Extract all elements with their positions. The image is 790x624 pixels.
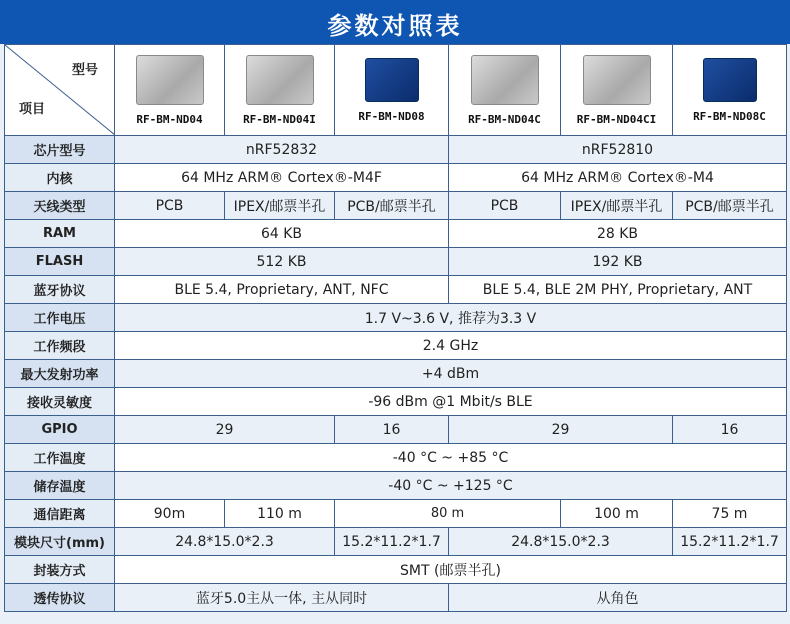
value-cell: 16 <box>673 416 787 444</box>
row-label: 内核 <box>5 164 115 192</box>
value-cell: -40 °C ~ +85 °C <box>115 444 787 472</box>
row-label: 透传协议 <box>5 584 115 612</box>
value-cell: 64 MHz ARM® Cortex®-M4 <box>449 164 787 192</box>
page-title: 参数对照表 <box>327 12 463 40</box>
row-label: 工作温度 <box>5 444 115 472</box>
value-cell: 192 KB <box>449 248 787 276</box>
value-cell: IPEX/邮票半孔 <box>225 192 335 220</box>
row-operating-temp <box>5 444 787 472</box>
row-ram <box>5 220 787 248</box>
value-cell: 512 KB <box>115 248 449 276</box>
value-cell: PCB/邮票半孔 <box>335 192 449 220</box>
value-cell: 64 KB <box>115 220 449 248</box>
row-voltage <box>5 304 787 332</box>
value-cell: nRF52810 <box>449 136 787 164</box>
row-label: 工作频段 <box>5 332 115 360</box>
model-name: RF-BM-ND04 <box>136 112 203 126</box>
row-label: 储存温度 <box>5 472 115 500</box>
row-band <box>5 332 787 360</box>
value-cell: 75 m <box>673 500 787 528</box>
model-name: RF-BM-ND04CI <box>576 112 657 126</box>
model-header-row <box>5 45 787 136</box>
model-cell <box>335 45 449 136</box>
model-cell <box>225 45 335 136</box>
value-cell: PCB/邮票半孔 <box>673 192 787 220</box>
row-distance <box>5 500 787 528</box>
value-cell: 80 m <box>335 500 561 528</box>
value-cell: SMT (邮票半孔) <box>115 556 787 584</box>
row-antenna <box>5 192 787 220</box>
value-cell: 24.8*15.0*2.3 <box>449 528 673 556</box>
parameter-table-container <box>0 44 790 624</box>
row-label: 接收灵敏度 <box>5 388 115 416</box>
parameter-comparison-table <box>4 44 787 612</box>
row-label: 通信距离 <box>5 500 115 528</box>
value-cell: -96 dBm @1 Mbit/s BLE <box>115 388 787 416</box>
module-image <box>703 58 757 102</box>
value-cell: nRF52832 <box>115 136 449 164</box>
row-bluetooth <box>5 276 787 304</box>
row-label: FLASH <box>5 248 115 276</box>
row-label: GPIO <box>5 416 115 444</box>
model-name: RF-BM-ND08 <box>358 109 425 123</box>
title-banner <box>0 0 790 44</box>
row-label: 天线类型 <box>5 192 115 220</box>
row-label: 工作电压 <box>5 304 115 332</box>
value-cell: 从角色 <box>449 584 787 612</box>
row-label: RAM <box>5 220 115 248</box>
corner-label-item: 项目 <box>19 102 46 117</box>
row-package <box>5 556 787 584</box>
value-cell: 24.8*15.0*2.3 <box>115 528 335 556</box>
row-size <box>5 528 787 556</box>
row-chip <box>5 136 787 164</box>
value-cell: 64 MHz ARM® Cortex®-M4F <box>115 164 449 192</box>
corner-label-model: 型号 <box>71 63 98 78</box>
row-label: 最大发射功率 <box>5 360 115 388</box>
value-cell: 15.2*11.2*1.7 <box>335 528 449 556</box>
model-cell <box>673 45 787 136</box>
value-cell: PCB <box>449 192 561 220</box>
corner-header-cell <box>5 45 115 136</box>
value-cell: 28 KB <box>449 220 787 248</box>
module-image <box>471 55 539 105</box>
row-power <box>5 360 787 388</box>
value-cell: 29 <box>449 416 673 444</box>
row-label: 蓝牙协议 <box>5 276 115 304</box>
row-label: 封装方式 <box>5 556 115 584</box>
value-cell: 蓝牙5.0主从一体, 主从同时 <box>115 584 449 612</box>
model-cell <box>449 45 561 136</box>
model-name: RF-BM-ND08C <box>693 109 766 123</box>
value-cell: 90m <box>115 500 225 528</box>
module-image <box>583 55 651 105</box>
value-cell: 16 <box>335 416 449 444</box>
row-transparent-protocol <box>5 584 787 612</box>
value-cell: IPEX/邮票半孔 <box>561 192 673 220</box>
value-cell: 15.2*11.2*1.7 <box>673 528 787 556</box>
value-cell: 1.7 V~3.6 V, 推荐为3.3 V <box>115 304 787 332</box>
model-name: RF-BM-ND04I <box>243 112 316 126</box>
row-label: 芯片型号 <box>5 136 115 164</box>
model-cell <box>115 45 225 136</box>
value-cell: +4 dBm <box>115 360 787 388</box>
module-image <box>246 55 314 105</box>
value-cell: 100 m <box>561 500 673 528</box>
model-cell <box>561 45 673 136</box>
value-cell: -40 °C ~ +125 °C <box>115 472 787 500</box>
value-cell: 110 m <box>225 500 335 528</box>
module-image <box>365 58 419 102</box>
row-flash <box>5 248 787 276</box>
value-cell: 29 <box>115 416 335 444</box>
value-cell: 2.4 GHz <box>115 332 787 360</box>
row-storage-temp <box>5 472 787 500</box>
value-cell: BLE 5.4, Proprietary, ANT, NFC <box>115 276 449 304</box>
value-cell: BLE 5.4, BLE 2M PHY, Proprietary, ANT <box>449 276 787 304</box>
diagonal-divider <box>5 45 115 135</box>
row-gpio <box>5 416 787 444</box>
row-label: 模块尺寸(mm) <box>5 528 115 556</box>
model-name: RF-BM-ND04C <box>468 112 541 126</box>
module-image <box>136 55 204 105</box>
row-sensitivity <box>5 388 787 416</box>
row-core <box>5 164 787 192</box>
value-cell: PCB <box>115 192 225 220</box>
